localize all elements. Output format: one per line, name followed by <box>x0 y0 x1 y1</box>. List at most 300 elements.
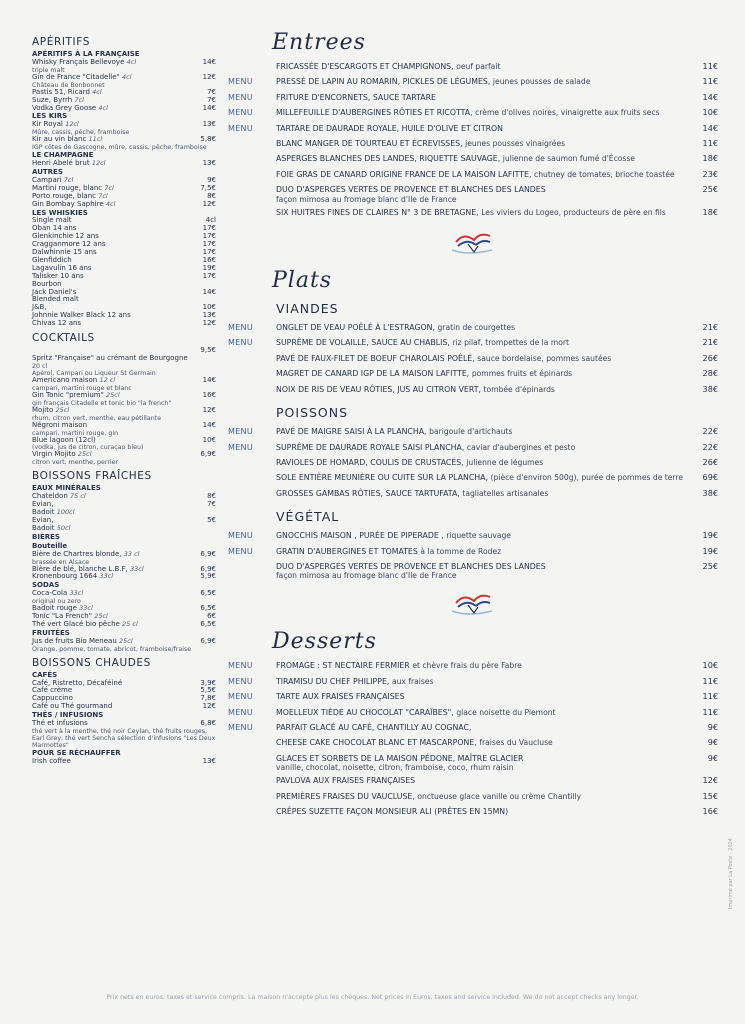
drink-measure: 33cl <box>130 564 144 573</box>
drink-description: citron vert, menthe, perrier <box>32 459 119 467</box>
drink-item <box>26 493 216 501</box>
dish-price: 18€ <box>702 153 718 164</box>
dish-price: 38€ <box>702 487 718 498</box>
dish-price: 11€ <box>702 675 718 686</box>
drink-item <box>26 573 216 581</box>
dish-name: FRICASSÉE D'ESCARGOTS ET CHAMPIGNONS, <box>276 62 454 71</box>
dish-detail: barigoule d'artichauts <box>429 427 513 437</box>
drink-subheading: SODAS <box>32 581 60 590</box>
drink-price: 5€ <box>207 515 216 524</box>
dish-text <box>276 351 688 366</box>
dish-text <box>276 74 688 89</box>
dish-price: 11€ <box>702 61 718 71</box>
dish-price: 10€ <box>702 107 718 118</box>
drink-price: 12€ <box>202 319 216 328</box>
drink-name: Whisky Français Bellevoye 4cl <box>32 57 137 66</box>
drink-name: Blended malt <box>32 295 79 304</box>
dish-detail-line: façon mimosa au fromage blanc d'Ile de France <box>276 571 457 581</box>
dish-name: NOIX DE RIS DE VEAU RÔTIES, JUS AU CITRON VERT, <box>276 384 481 394</box>
footer-note: Prix nets en euros, taxes et service compris. La maison n'accepte plus les chèques. Net prices in Euros, taxes and service included. We do not accept checks any longer. <box>106 994 639 1001</box>
dish-detail: jeunes pousses de salade <box>492 77 591 87</box>
drink-item <box>26 377 216 385</box>
dish-detail: sauce bordelaise, pommes sautées <box>477 353 612 363</box>
drink-name: Glenfiddich <box>32 255 72 264</box>
drink-item <box>26 638 216 646</box>
dish-name: BLANC MANGER DE TOURTEAU ET ÉCREVISSES, <box>276 139 463 149</box>
dish-price: 22€ <box>702 441 718 452</box>
drink-item <box>26 105 216 113</box>
menu-tag: MENU <box>228 77 253 87</box>
vegetal-heading: VÉGÉTAL <box>276 509 340 525</box>
dish-detail: riquette sauvage <box>446 531 511 541</box>
drink-price: 8€ <box>207 492 216 501</box>
drinks-column <box>26 32 216 766</box>
dish-row <box>228 735 718 750</box>
drink-name: Thé vert Glacé bio pêche 25 cl <box>32 619 138 628</box>
dish-price: 21€ <box>702 337 718 348</box>
drink-name: Négroni maison <box>32 420 88 429</box>
menu-tag: MENU <box>228 546 253 556</box>
food-column <box>228 30 718 819</box>
drink-name: Oban 14 ans <box>32 224 77 233</box>
dish-text <box>276 470 688 485</box>
drink-subheading: EAUX MINÉRALES <box>32 484 101 493</box>
dish-row <box>228 167 718 182</box>
dish-price: 9€ <box>707 721 718 732</box>
drink-price: 16€ <box>202 255 216 264</box>
drink-subheading: CAFÉS <box>32 670 58 679</box>
drink-price: 13€ <box>202 120 216 129</box>
dish-text <box>276 59 688 74</box>
dish-text <box>276 735 688 750</box>
dish-name: SUPRÊME DE VOLAILLE, SAUCE AU CHABLIS, <box>276 338 450 348</box>
dish-text <box>276 455 688 470</box>
drink-item <box>26 525 216 533</box>
drink-subheading: POUR SE RÉCHAUFFER <box>32 749 121 757</box>
drink-measure: 4cl <box>105 199 116 208</box>
dish-name: PREMIÈRES FRAISES DU VAUCLUSE, <box>276 791 415 801</box>
drink-name: Gin de France "Citadelle" 4cl <box>32 72 132 81</box>
drink-description: campari, martini rouge et blanc <box>32 384 132 392</box>
dish-price: 12€ <box>702 775 718 786</box>
drink-price: 14€ <box>202 57 216 66</box>
dish-price: 18€ <box>702 206 718 217</box>
drink-price: 4cl <box>205 216 216 225</box>
drink-item <box>26 392 216 400</box>
dish-row <box>228 720 718 735</box>
drink-name: Henri Abelé brut 12cl <box>32 159 106 168</box>
drink-subheading: AUTRES <box>32 167 63 176</box>
drink-price: 14€ <box>202 287 216 296</box>
drink-item <box>26 59 216 67</box>
drink-subheading: THÉS / INFUSIONS <box>32 711 104 720</box>
drink-price: 12€ <box>202 199 216 208</box>
dish-row <box>228 59 718 74</box>
drink-measure: 7cl <box>98 191 108 200</box>
drink-measure: 7cl <box>104 183 114 192</box>
dish-detail: oeuf parfait <box>456 62 501 71</box>
drink-item <box>26 621 216 629</box>
dish-detail: Les viviers du Logeo, producteurs de père en fils <box>481 207 666 217</box>
dish-row <box>228 689 718 704</box>
dish-detail: julienne de saumon fumé d'Écosse <box>502 154 635 164</box>
drink-item <box>26 451 216 459</box>
drink-price: 6,9€ <box>200 549 216 558</box>
dish-name: TIRAMISU DU CHEF PHILIPPE, <box>276 676 390 686</box>
entrees-list <box>228 59 718 220</box>
drink-measure: 7cl <box>63 175 74 184</box>
drink-name: Suze, Byrrh 7cl <box>32 95 84 104</box>
drink-name: Talisker 10 ans <box>32 271 84 280</box>
dish-row <box>228 382 718 397</box>
drink-description: Apérol, Campari ou Liqueur St Germain <box>32 369 156 377</box>
drink-measure: 25cl <box>94 612 108 621</box>
drink-name: Cappuccino <box>32 694 73 703</box>
menu-tag: MENU <box>228 123 253 133</box>
drink-price: 12€ <box>202 72 216 81</box>
dish-detail: à la tomme de Rodez <box>420 546 502 556</box>
drink-measure: 4cl <box>92 87 102 96</box>
drink-description: brassée en Alsace <box>32 558 90 566</box>
drink-name: Single malt <box>32 216 72 225</box>
dish-price: 19€ <box>702 530 718 541</box>
drink-name: Kir Royal 12cl <box>32 120 79 129</box>
drink-name: Campari 7cl <box>32 175 74 184</box>
poissons-heading: POISSONS <box>276 405 349 421</box>
dish-detail: tombée d'épinards <box>483 384 555 394</box>
drink-price: 17€ <box>202 248 216 257</box>
drink-description: rhum, citron vert, menthe, eau pétillante <box>32 414 162 422</box>
drink-name: Badoit 100cl <box>32 508 75 517</box>
dish-detail: aux fraises <box>391 676 434 686</box>
drink-name: Badoit rouge 33cl <box>32 604 93 613</box>
drink-price: 7,8€ <box>200 694 216 703</box>
drink-price: 7€ <box>207 87 216 96</box>
drink-measure: 33cl <box>99 572 114 581</box>
dish-name: PARFAIT GLACÉ AU CAFÉ, CHANTILLY AU COGNAC, <box>276 722 472 732</box>
drink-item <box>26 74 216 82</box>
menu-tag: MENU <box>228 692 253 702</box>
drink-name: Tonic "La French" 25cl <box>32 612 108 621</box>
dish-row <box>228 105 718 120</box>
dish-price: 9€ <box>707 752 718 763</box>
dish-detail: chutney de tomates, brioche toastée <box>534 169 675 179</box>
drink-name: Porto rouge, blanc 7cl <box>32 191 108 200</box>
drink-measure: 75 cl <box>70 492 86 501</box>
dish-detail: et chèvre frais du père Fabre <box>412 661 522 671</box>
dish-price: 14€ <box>702 122 718 133</box>
drink-measure: 25cl <box>106 390 120 399</box>
dish-price: 23€ <box>702 168 718 179</box>
drink-price: 6€ <box>207 612 216 621</box>
dish-row <box>228 544 718 559</box>
dish-row <box>228 528 718 543</box>
drink-name: Virgin Mojito 25cl <box>32 450 92 459</box>
dish-price: 11€ <box>702 76 718 87</box>
drink-subheading: BIÈRES <box>32 532 60 541</box>
dish-price: 28€ <box>702 368 718 379</box>
dish-detail: caviar d'aubergines et pesto <box>466 442 576 452</box>
dish-row <box>228 455 718 470</box>
drink-name: Café crème <box>32 686 73 695</box>
drink-measure: 25cl <box>118 636 133 645</box>
dish-text <box>276 689 688 704</box>
dish-price: 38€ <box>702 383 718 394</box>
drink-subheading: LE CHAMPAGNE <box>32 151 94 160</box>
dish-text <box>276 486 688 501</box>
dish-name: TARTARE DE DAURADE ROYALE, HUILE D'OLIVE ET CITRON <box>276 123 504 133</box>
drink-item <box>26 160 216 168</box>
drink-name: Blue lagoon (12cl) <box>32 435 96 444</box>
dish-name: MAGRET DE CANARD IGP DE LA MAISON LAFITTE, <box>276 369 470 379</box>
drink-price: 13€ <box>202 159 216 168</box>
drink-description: original ou zero <box>32 598 81 606</box>
seagull-icon <box>438 228 508 260</box>
drink-price: 6,5€ <box>200 619 216 628</box>
drink-name: Bière de Chartres blonde, 33 cl <box>32 549 140 558</box>
drink-price: 17€ <box>202 240 216 249</box>
dish-detail: (pièce d'environ 500g), purée de pommes de terre <box>490 473 684 483</box>
menu-tag: MENU <box>228 338 253 348</box>
drink-price: 12€ <box>202 405 216 414</box>
dish-text <box>276 167 688 182</box>
drink-item <box>26 136 216 144</box>
section-heading: BOISSONS CHAUDES <box>32 656 151 669</box>
dish-name: PAVÉ DE FAUX-FILET DE BOEUF CHAROLAIS POÊLÉ, <box>276 353 475 363</box>
drink-name: Americano maison 12 cl <box>32 375 116 384</box>
entrees-title: Entrees <box>272 30 366 55</box>
dish-detail-line: vanille, chocolat, noisette, citron, framboise, coco, rhum raisin <box>276 763 514 773</box>
dish-row <box>228 470 718 485</box>
drink-subheading: Bouteille <box>32 541 68 550</box>
dish-price: 10€ <box>702 660 718 671</box>
dish-detail: crème d'olives noires, vinaigrette aux fruits secs <box>475 108 660 118</box>
drink-name: J&B, <box>32 303 47 312</box>
dish-name: SUPRÊME DE DAURADE ROYALE SAISI PLANCHA, <box>276 442 465 452</box>
drink-measure: 4cl <box>98 103 108 112</box>
dish-name: ONGLET DE VEAU POÊLÉ À L'ESTRAGON, <box>276 323 435 333</box>
drink-description: triple malt <box>32 66 65 74</box>
drink-measure: 33 cl <box>123 549 140 558</box>
dish-name: FOIE GRAS DE CANARD ORIGINE FRANCE DE LA MAISON LAFITTE, <box>276 169 532 179</box>
dish-price: 15€ <box>702 790 718 801</box>
drink-name: Gin Bombay Saphire 4cl <box>32 199 116 208</box>
dish-text <box>276 366 688 381</box>
dish-price: 9€ <box>707 737 718 748</box>
drink-measure: 25cl <box>55 405 70 414</box>
drink-item <box>26 422 216 430</box>
dish-detail: julienne de légumes <box>466 457 544 467</box>
drink-item <box>26 407 216 415</box>
drink-price: 3,9€ <box>200 678 216 687</box>
drink-measure: 12cl <box>91 159 106 168</box>
dish-row <box>228 351 718 366</box>
dish-detail-line: façon mimosa au fromage blanc d'Ile de France <box>276 194 457 204</box>
drink-name: Mojito 25cl <box>32 405 70 414</box>
dish-name: ASPERGES BLANCHES DES LANDES, RIQUETTE SAUVAGE, <box>276 154 501 164</box>
dish-row <box>228 136 718 151</box>
dish-text <box>276 335 688 350</box>
dish-row <box>228 205 718 220</box>
drink-item <box>26 551 216 559</box>
menu-tag: MENU <box>228 427 253 437</box>
dish-text <box>276 424 688 439</box>
drink-description: thé vert à la menthe, thé noir Ceylan, thé fruits rouges, Earl Grey, thé vert Sencha sélection d'infusions "Les Deux Marmottes" <box>32 728 216 749</box>
drink-measure: 12 cl <box>99 375 116 384</box>
dish-name: CRÊPES SUZETTE FAÇON MONSIEUR ALI (PRÊTES EN 15MN) <box>276 807 509 816</box>
dish-row <box>228 366 718 381</box>
dish-text <box>276 440 688 455</box>
viandes-list <box>228 320 718 397</box>
dish-text <box>276 205 688 220</box>
dish-price: 14€ <box>702 91 718 102</box>
dish-price: 22€ <box>702 426 718 437</box>
dish-row <box>228 440 718 455</box>
dish-row <box>228 789 718 804</box>
drink-measure: 25 cl <box>122 619 138 628</box>
drink-subheading: LES KIRS <box>32 112 68 121</box>
drink-price: 8€ <box>207 191 216 200</box>
dish-name: PAVÉ DE MAIGRE SAISI À LA PLANCHA, <box>276 427 427 437</box>
dish-name: FROMAGE : ST NECTAIRE FERMIER <box>276 661 410 671</box>
drink-item <box>26 758 216 766</box>
drink-price: 13€ <box>202 311 216 320</box>
drink-price: 5,5€ <box>200 686 216 695</box>
dish-row <box>228 74 718 89</box>
dish-text <box>276 136 688 151</box>
dish-detail: gratin de courgettes <box>437 323 516 333</box>
dish-price: 11€ <box>702 138 718 149</box>
dish-name: MILLEFEUILLE D'AUBERGINES RÔTIES ET RICOTTA, <box>276 108 473 118</box>
drink-measure: 100cl <box>56 508 75 517</box>
drink-price <box>198 355 216 363</box>
drink-price: 6,5€ <box>200 604 216 613</box>
menu-tag: MENU <box>228 108 253 118</box>
drink-name: Chateldon 75 cl <box>32 492 86 501</box>
drink-name: Chivas 12 ans <box>32 319 82 328</box>
drink-price: 7,5€ <box>200 183 216 192</box>
drink-price: 5,9€ <box>200 572 216 581</box>
drink-price: 14€ <box>202 420 216 429</box>
dish-name: GNOCCHIS MAISON , PURÉE DE PIPERADE , <box>276 531 444 541</box>
drink-name: Dalwhinnie 15 ans <box>32 248 97 257</box>
drink-description: 20 cl <box>32 362 48 370</box>
drink-name: Spritz "Française" au crémant de Bourgogne <box>32 354 188 362</box>
drink-description: Mûre, cassis, pêche, framboise <box>32 129 130 137</box>
dish-price: 16€ <box>702 806 718 816</box>
dish-name: DUO D'ASPERGES VERTES DE PROVENCE ET BLANCHES DES LANDES <box>276 561 546 571</box>
desserts-title: Desserts <box>272 629 377 655</box>
drink-price: 17€ <box>202 224 216 233</box>
seagull-icon <box>438 589 508 621</box>
drink-measure: 12cl <box>65 120 79 129</box>
drink-name: Jack Daniel's <box>32 287 77 296</box>
dish-name: SIX HUITRES FINES DE CLAIRES N° 3 DE BRETAGNE, <box>276 207 479 217</box>
dish-price: 21€ <box>702 322 718 333</box>
drink-name: Evian, <box>32 515 54 524</box>
drink-price: 6,9€ <box>200 564 216 573</box>
drink-price <box>198 525 216 533</box>
drink-item <box>26 720 216 728</box>
drink-measure: 4cl <box>126 57 137 66</box>
drink-price: 17€ <box>202 232 216 241</box>
dish-row <box>228 151 718 166</box>
poissons-list <box>228 424 718 501</box>
drink-name: Gin Tonic "premium" 25cl <box>32 390 120 399</box>
dish-text <box>276 382 688 397</box>
drink-name: Jus de fruits Bio Meneau 25cl <box>32 636 133 645</box>
drink-item <box>26 355 216 363</box>
dish-row <box>228 705 718 720</box>
viandes-heading: VIANDES <box>276 301 339 317</box>
dish-row <box>228 424 718 439</box>
desserts-list <box>228 658 718 819</box>
dish-price: 69€ <box>702 472 718 483</box>
drink-item <box>26 509 216 517</box>
dish-row <box>228 674 718 689</box>
drink-item <box>26 296 216 304</box>
drink-measure: 33cl <box>79 604 93 613</box>
dish-text <box>276 674 688 689</box>
drink-item <box>26 703 216 711</box>
drink-name: Bière de blé, blanche L.B.F, 33cl <box>32 564 144 573</box>
drink-description: gin français Citadelle et tonic bio "la french" <box>32 399 172 407</box>
dish-text <box>276 90 688 105</box>
drink-item <box>26 437 216 445</box>
drink-item <box>26 201 216 209</box>
dish-text <box>276 789 688 804</box>
dish-text <box>276 528 688 543</box>
drink-name: Badoit 50cl <box>32 523 71 532</box>
drink-name: Kronenbourg 1664 33cl <box>32 572 114 581</box>
drink-measure: 4cl <box>122 72 132 81</box>
dish-name: MOELLEUX TIÈDE AU CHOCOLAT "CARAÏBES", <box>276 707 454 717</box>
drink-price: 12€ <box>202 702 216 711</box>
dish-price: 26€ <box>702 456 718 467</box>
section-heading: COCKTAILS <box>32 332 95 345</box>
dish-price: 25€ <box>702 184 718 195</box>
dish-text <box>276 658 688 673</box>
drink-name: Martini rouge, blanc 7cl <box>32 183 114 192</box>
dish-price: 19€ <box>702 545 718 556</box>
dish-name: RAVIOLES DE HOMARD, COULIS DE CRUSTACÉS, <box>276 457 464 467</box>
menu-tag: MENU <box>228 442 253 452</box>
print-note: Imprimé par La Poste - 2024 <box>728 838 734 910</box>
drink-price: 14€ <box>202 103 216 112</box>
dish-name: FRITURE D'ENCORNETS, SAUCE TARTARE <box>276 92 436 102</box>
dish-text <box>276 121 688 136</box>
drink-description: Orange, pomme, tomate, abricot, framboise/fraise <box>32 645 192 653</box>
dish-price: 25€ <box>702 560 718 571</box>
dish-text <box>276 320 688 335</box>
drink-price: 6,9€ <box>200 636 216 645</box>
dish-detail: onctueuse glace vanille ou crème Chantilly <box>417 791 582 801</box>
drink-price: 6,8€ <box>200 719 216 728</box>
dish-text <box>276 105 688 120</box>
menu-tag: MENU <box>228 661 253 671</box>
menu-tag: MENU <box>228 531 253 541</box>
drink-price: 5,8€ <box>200 135 216 144</box>
dish-row <box>228 804 718 819</box>
dish-text <box>276 773 688 788</box>
dish-text <box>276 151 688 166</box>
drink-name: Irish coffee <box>32 756 71 765</box>
drink-price: 10€ <box>202 303 216 312</box>
section-heading: APÉRITIFS <box>32 36 90 48</box>
menu-tag: MENU <box>228 676 253 686</box>
drink-subheading: FRUITÉES <box>32 628 70 637</box>
drink-name: Glenkinchie 12 ans <box>32 232 99 241</box>
